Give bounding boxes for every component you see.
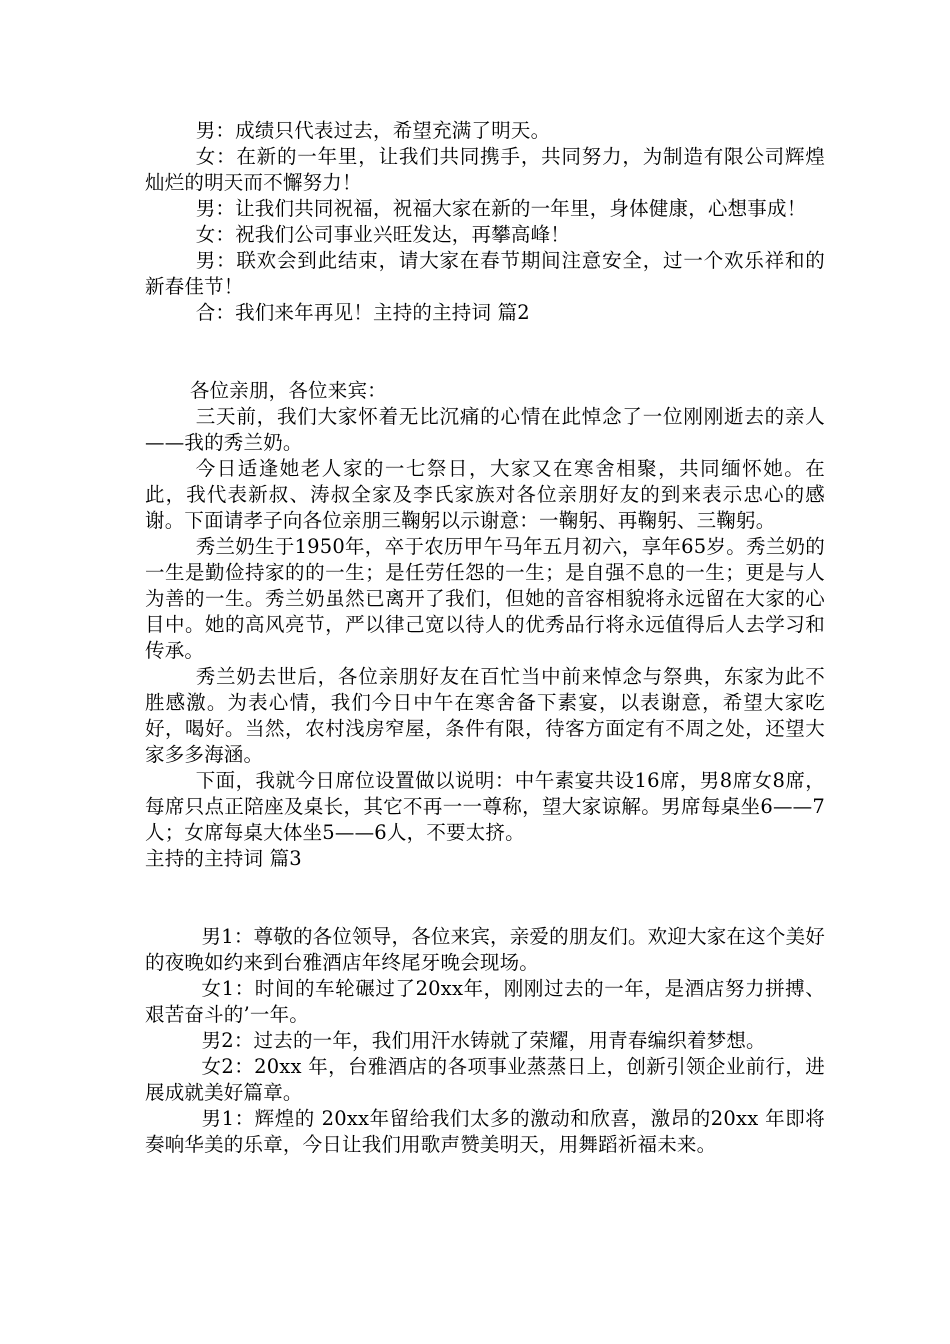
section-2 (145, 378, 825, 872)
paragraph: 秀兰奶生于1950年，卒于农历甲午马年五月初六，享年65岁。秀兰奶的一生是勤俭持家的的一生；是任劳任怨的一生；是自强不息的一生；更是与人为善的一生。秀兰奶虽然已离开了我们，但她的音容相貌将永远留在大家的心目中。她的高风亮节，严以律己宽以待人的优秀品行将永远值得后人去学习和传承。 (145, 535, 825, 662)
paragraph: 女2：20xx 年，台雅酒店的各项事业蒸蒸日上，创新引领企业前行，进展成就美好篇章。 (145, 1055, 825, 1104)
paragraph: 男1：尊敬的各位领导，各位来宾，亲爱的朋友们。欢迎大家在这个美好的夜晚如约来到台雅酒店年终尾牙晚会现场。 (145, 925, 825, 974)
paragraph: 女：在新的一年里，让我们共同携手，共同努力，为制造有限公司辉煌灿烂的明天而不懈努力！ (145, 145, 825, 194)
section-3 (145, 924, 825, 1158)
section-title: 主持的主持词 篇3 (145, 847, 302, 870)
document-page (145, 118, 825, 1158)
paragraph: 下面，我就今日席位设置做以说明：中午素宴共设16席，男8席女8席，每席只点正陪座及桌长，其它不再一一尊称，望大家谅解。男席每桌坐6——7人；女席每桌大体坐5——6人，不要太挤。 (145, 769, 825, 844)
paragraph: 女1：时间的车轮碾过了20xx年，刚刚过去的一年，是酒店努力拼搏、艰苦奋斗的’一年。 (145, 977, 825, 1026)
paragraph: 女：祝我们公司事业兴旺发达，再攀高峰！ (195, 223, 570, 246)
spacer (145, 872, 825, 924)
paragraph: 男：成绩只代表过去，希望充满了明天。 (195, 119, 551, 142)
section-1 (145, 118, 825, 326)
paragraph: 秀兰奶去世后，各位亲朋好友在百忙当中前来悼念与祭典，东家为此不胜感激。为表心情，我们今日中午在寒舍备下素宴，以表谢意，希望大家吃好，喝好。当然，农村浅房窄屋，条件有限，待客方面定有不周之处，还望大家多多海涵。 (145, 665, 825, 766)
spacer (145, 326, 825, 378)
paragraph: 男：联欢会到此结束，请大家在春节期间注意安全，过一个欢乐祥和的新春佳节！ (145, 249, 825, 298)
greeting: 各位亲朋，各位来宾： (189, 379, 387, 402)
paragraph: 男2：过去的一年，我们用汗水铸就了荣耀，用青春编织着梦想。 (201, 1029, 766, 1052)
paragraph: 合：我们来年再见！主持的主持词 篇2 (195, 301, 530, 324)
paragraph: 三天前，我们大家怀着无比沉痛的心情在此悼念了一位刚刚逝去的亲人——我的秀兰奶。 (145, 405, 825, 454)
paragraph: 今日适逢她老人家的一七祭日，大家又在寒舍相聚，共同缅怀她。在此，我代表新叔、涛叔全家及李氏家族对各位亲朋好友的到来表示忠心的感谢。下面请孝子向各位亲朋三鞠躬以示谢意：一鞠躬、再鞠躬、三鞠躬。 (145, 457, 825, 532)
paragraph: 男：让我们共同祝福，祝福大家在新的一年里，身体健康，心想事成！ (195, 197, 807, 220)
paragraph: 男1：辉煌的 20xx年留给我们太多的激动和欣喜，激昂的20xx 年即将奏响华美的乐章，今日让我们用歌声赞美明天，用舞蹈祈福未来。 (145, 1107, 825, 1156)
